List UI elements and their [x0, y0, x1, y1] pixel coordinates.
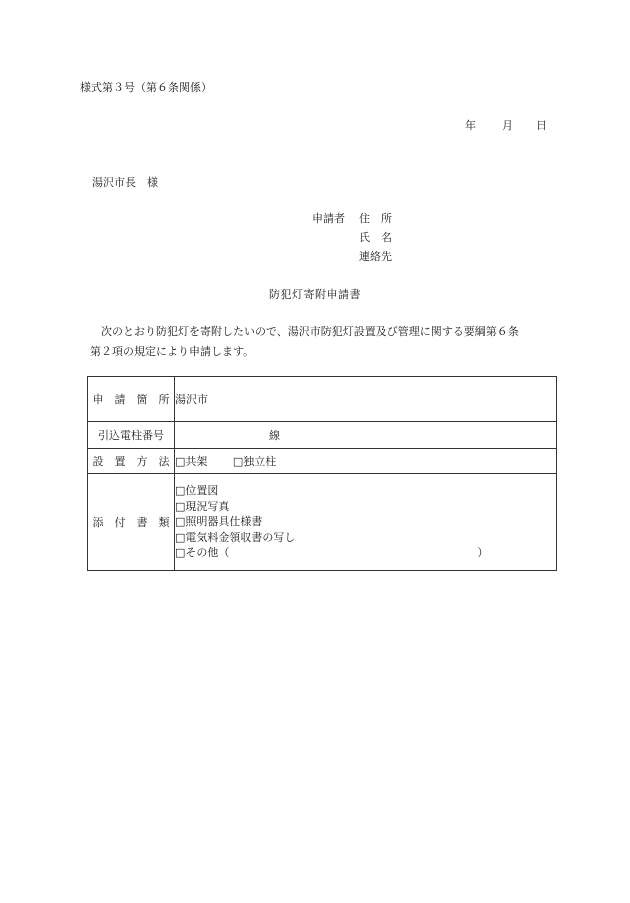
other-checkbox[interactable] [175, 545, 556, 561]
application-table [87, 376, 557, 571]
pole-number-field[interactable] [175, 422, 557, 449]
name-label: 氏 名 [359, 231, 392, 244]
fixture-spec-checkbox[interactable]: □照明器具仕様書 [175, 515, 263, 529]
location-row [88, 377, 557, 422]
attachments-row [88, 474, 557, 571]
pole-number-label: 引込電柱番号 [88, 422, 175, 449]
attachments-label: 添 付 書 類 [88, 474, 175, 571]
location-map-checkbox[interactable]: □位置図 [175, 484, 219, 498]
document-title: 防犯灯寄附申請書 [269, 288, 361, 301]
body-line-2: 第２項の規定により申請します。 [90, 345, 255, 358]
attachments-list [175, 474, 557, 571]
date-year-label: 年 [465, 119, 476, 132]
install-method-options [175, 449, 557, 474]
form-number: 様式第３号（第６条関係） [80, 81, 212, 94]
install-method-row [88, 449, 557, 474]
install-method-label: 設 置 方 法 [88, 449, 175, 474]
addressee: 湯沢市長 様 [92, 176, 158, 189]
other-open-label: □その他（ [175, 546, 230, 560]
electricity-receipt-checkbox[interactable]: □電気料金領収書の写し [175, 530, 296, 544]
standalone-pole-checkbox[interactable]: □独立柱 [232, 455, 277, 468]
body-line-1: 次のとおり防犯灯を寄附したいので、湯沢市防犯灯設置及び管理に関する要綱第６条 [90, 325, 519, 338]
address-label: 住 所 [359, 212, 392, 225]
other-close-paren: ） [477, 546, 489, 560]
date-month-label: 月 [502, 119, 513, 132]
shared-pole-checkbox[interactable]: □共架 [175, 455, 208, 468]
date-day-label: 日 [536, 119, 547, 132]
body-text [90, 322, 565, 362]
contact-label: 連絡先 [359, 250, 392, 263]
pole-number-row [88, 422, 557, 449]
location-label: 申 請 箇 所 [88, 377, 175, 422]
applicant-label: 申請者 [312, 212, 345, 225]
site-photo-checkbox[interactable]: □現況写真 [175, 499, 230, 513]
pole-line-suffix: 線 [269, 429, 280, 442]
location-value[interactable]: 湯沢市 [175, 377, 557, 422]
